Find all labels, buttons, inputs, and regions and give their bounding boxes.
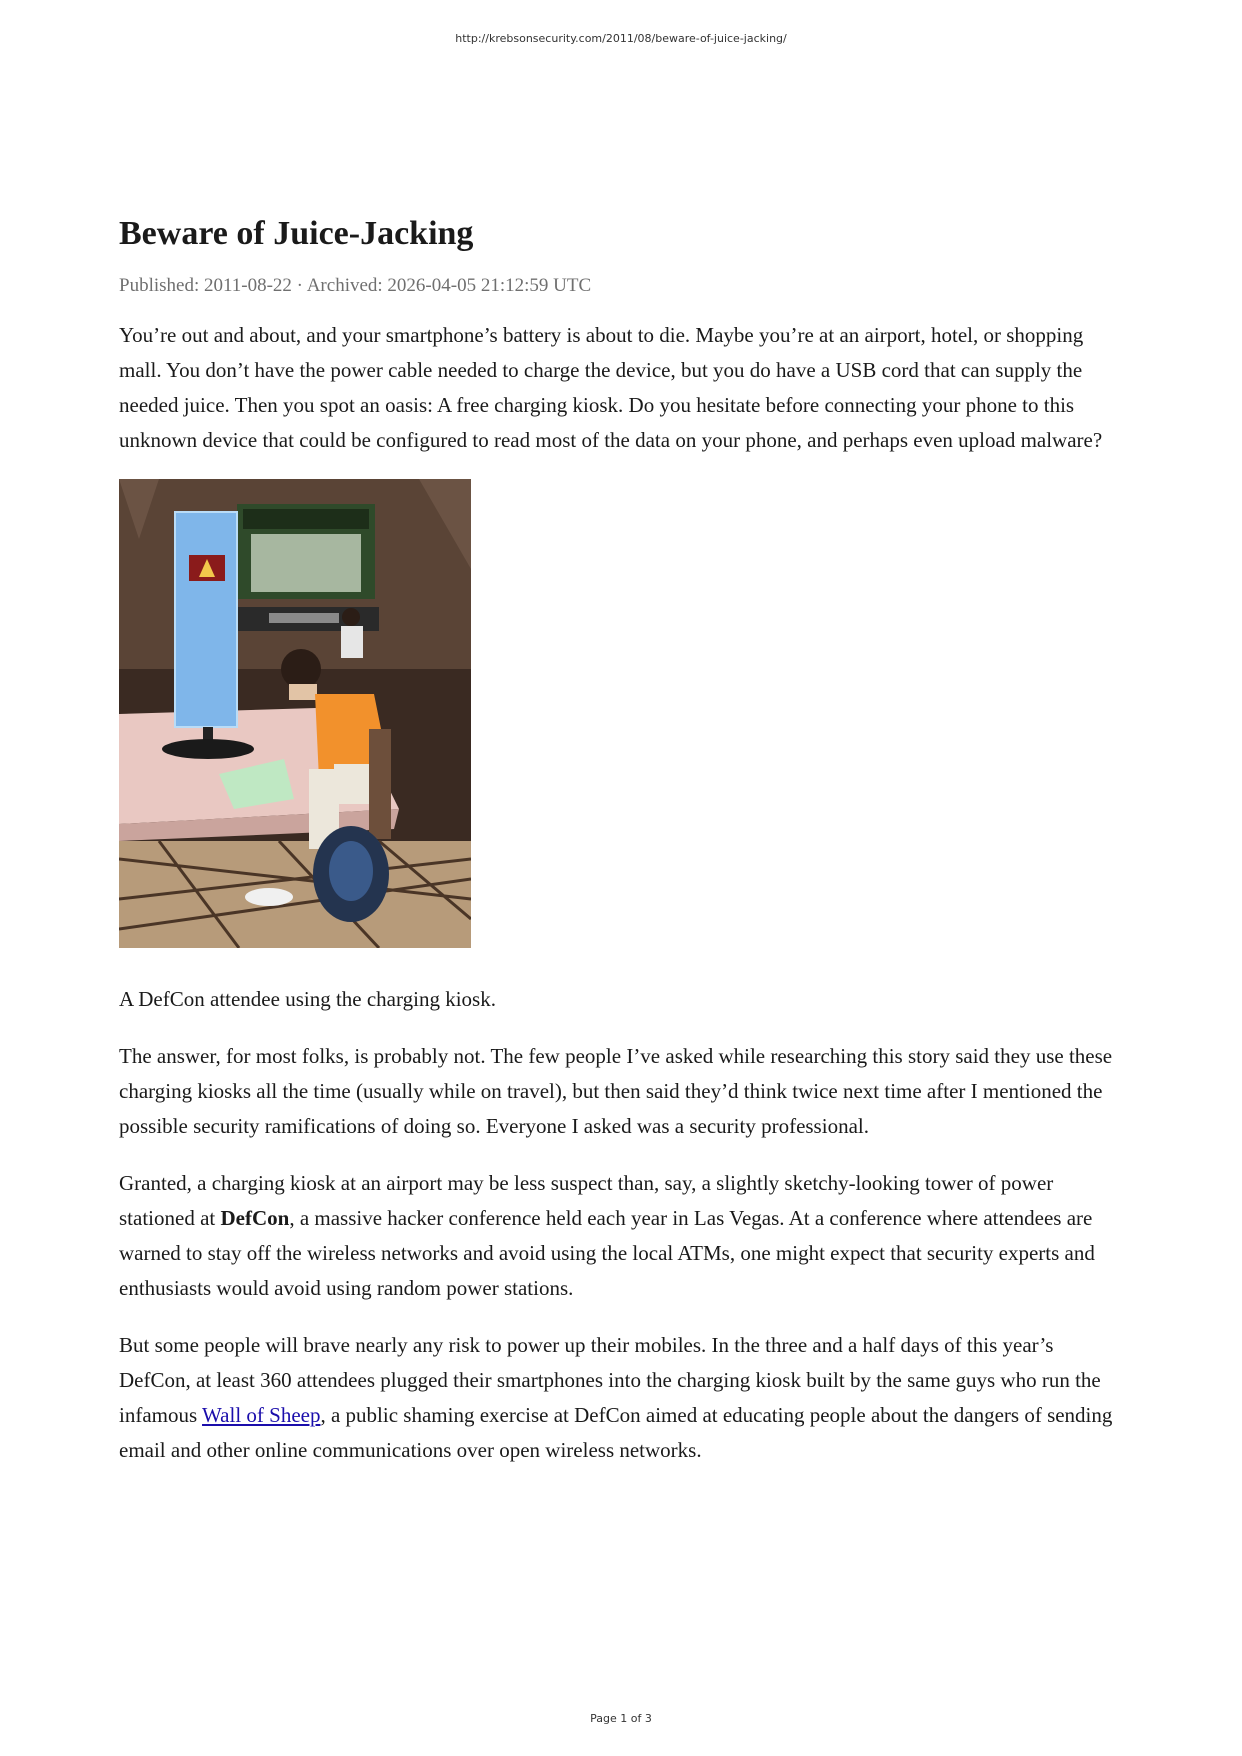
article	[119, 212, 1129, 1468]
paragraph-text: But some people will brave nearly any risk to power up their mobiles. In the three and a half days of this year’s DefCon, at least 360 attendees plugged their smartphones into the charging kiosk built by the same guys who run the infamous	[119, 1333, 1101, 1427]
paragraph-text: , a massive hacker conference held each year in Las Vegas. At a conference where attendees are warned to stay off the wireless networks and avoid using the local ATMs, one might expect that security experts and enthusiasts would avoid using random power stations.	[119, 1206, 1095, 1300]
wall-of-sheep-link[interactable]: Wall of Sheep	[202, 1403, 321, 1427]
paragraph-text: Granted, a charging kiosk at an airport may be less suspect than, say, a slightly sketchy-looking tower of power stationed at	[119, 1171, 1054, 1230]
print-header-url: http://krebsonsecurity.com/2011/08/beware-of-juice-jacking/	[455, 32, 787, 45]
article-title: Beware of Juice-Jacking	[119, 215, 474, 252]
body-paragraph-wall-of-sheep	[119, 1328, 1129, 1468]
article-meta: Published: 2011-08-22 · Archived: 2026-04-05 21:12:59 UTC	[119, 275, 592, 296]
body-paragraph: The answer, for most folks, is probably not. The few people I’ve asked while researching this story said they use these charging kiosks all the time (usually while on travel), but then said they’d think twice next time after I mentioned the possible security ramifications of doing so. Everyone I asked was a security professional.	[119, 1044, 1113, 1138]
defcon-bold-text: DefCon	[220, 1206, 290, 1230]
body-paragraph-defcon	[119, 1166, 1129, 1306]
paragraph-text: , a public shaming exercise at DefCon aimed at educating people about the dangers of sending email and other online communications over open wireless networks.	[119, 1403, 1113, 1462]
page-number: Page 1 of 3	[590, 1712, 652, 1725]
kiosk-photo	[119, 479, 471, 948]
intro-paragraph: You’re out and about, and your smartphone’s battery is about to die. Maybe you’re at an airport, hotel, or shopping mall. You don’t have the power cable needed to charge the device, but you do have a USB cord that can supply the needed juice. Then you spot an oasis: A free charging kiosk. Do you hesitate before connecting your phone to this unknown device that could be configured to read most of the data on your phone, and perhaps even upload malware?	[119, 323, 1103, 452]
image-caption: A DefCon attendee using the charging kiosk.	[119, 987, 496, 1011]
